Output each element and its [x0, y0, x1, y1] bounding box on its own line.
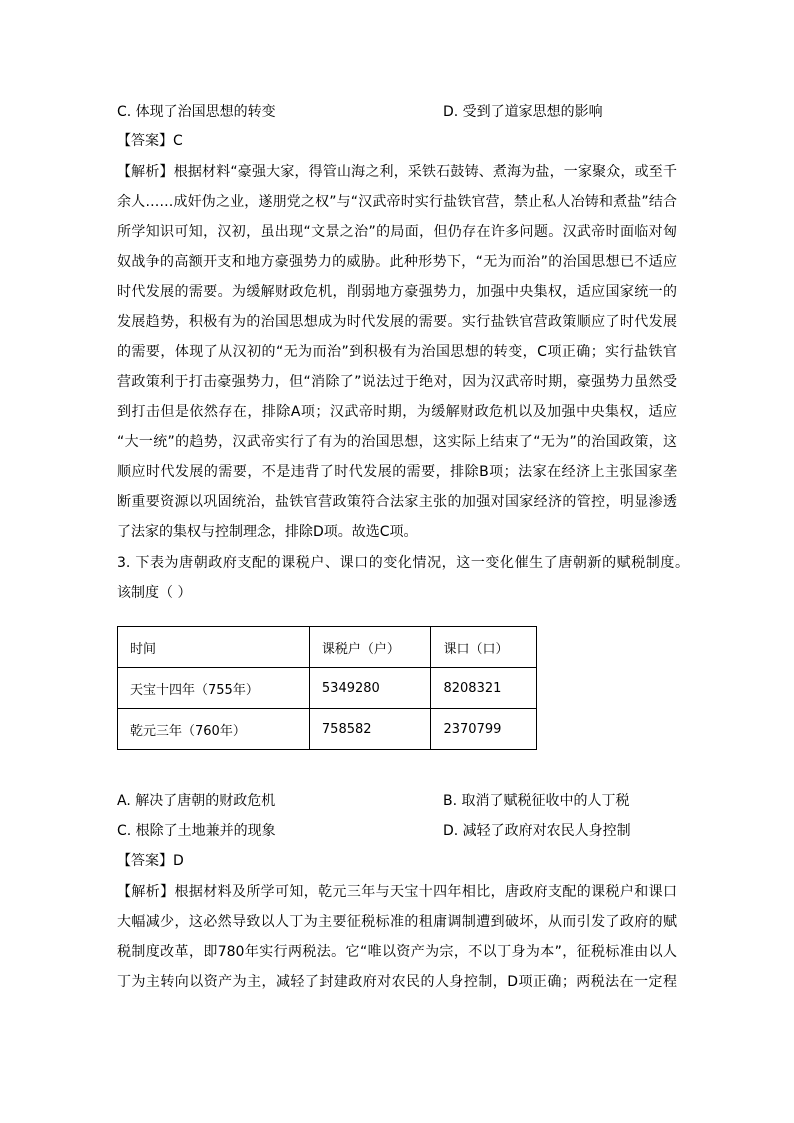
q2-analysis-line: 余人……成奸伪之业，遂朋党之权”与“汉武帝时实行盐铁官营，禁止私人冶铸和煮盐”结合 [117, 194, 677, 210]
q2-analysis-line: 发展趋势，积极有为的治国思想成为时代发展的需要。实行盐铁官营政策顺应了时代发展 [117, 314, 677, 330]
q3-stem: 3. 下表为唐朝政府支配的课税户、课口的变化情况，这一变化催生了唐朝新的赋税制度。 [117, 555, 689, 571]
q2-analysis-line: 断重要资源以巩固统治，盐铁官营政策符合法家主张的加强对国家经济的管控，明显渗透 [117, 494, 677, 510]
table-cell: 758582 [309, 709, 431, 750]
table-cell: 2370799 [431, 709, 537, 750]
table-row [118, 709, 537, 750]
q3-option-b: B. 取消了赋税征收中的人丁税 [443, 793, 630, 809]
table-row [118, 668, 537, 709]
q2-analysis-line: 顺应时代发展的需要，不是违背了时代发展的需要，排除B项；法家在经济上主张国家垄 [117, 464, 677, 480]
q2-analysis-line: 的需要，体现了从汉初的“无为而治”到积极有为治国思想的转变，C项正确；实行盐铁官 [117, 344, 677, 360]
q3-option-c: C. 根除了土地兼并的现象 [117, 823, 276, 839]
q2-answer: 【答案】C [117, 133, 183, 149]
q3-analysis-line: 大幅减少，这必然导致以人丁为主要征税标准的租庸调制遭到破坏，从而引发了政府的赋 [117, 914, 677, 930]
q2-analysis-line: 到打击但是依然存在，排除A项；汉武帝时期，为缓解财政危机以及加强中央集权，适应 [117, 404, 677, 420]
table-cell: 5349280 [309, 668, 431, 709]
q3-answer: 【答案】D [117, 853, 184, 869]
table-header-cell: 时间 [118, 627, 310, 668]
q2-option-d: D. 受到了道家思想的影响 [443, 104, 603, 120]
q3-option-d: D. 减轻了政府对农民人身控制 [443, 823, 631, 839]
q2-analysis-line: “大一统”的趋势，汉武帝实行了有为的治国思想，这实际上结束了“无为”的治国政策，这 [117, 434, 677, 450]
table-header-cell: 课口（口） [431, 627, 537, 668]
q2-analysis-line: 奴战争的高额开支和地方豪强势力的威胁。此种形势下，“无为而治”的治国思想已不适应 [117, 254, 677, 270]
table-cell: 天宝十四年（755年） [118, 668, 310, 709]
q3-analysis-line: 税制度改革，即780年实行两税法。它“唯以资产为宗，不以丁身为本”，征税标准由以人 [117, 944, 677, 960]
table-header-row [118, 627, 537, 668]
q3-analysis-line: 丁为主转向以资产为主，减轻了封建政府对农民的人身控制，D项正确；两税法在一定程 [117, 974, 677, 990]
q2-analysis-line: 了法家的集权与控制理念，排除D项。故选C项。 [117, 524, 418, 540]
q2-analysis-line: 营政策利于打击豪强势力，但“消除了”说法过于绝对，因为汉武帝时期，豪强势力虽然受 [117, 374, 677, 390]
q3-analysis-line: 【解析】根据材料及所学可知，乾元三年与天宝十四年相比，唐政府支配的课税户和课口 [117, 884, 677, 900]
q3-table [117, 626, 537, 750]
q2-analysis-line: 时代发展的需要。为缓解财政危机，削弱地方豪强势力，加强中央集权，适应国家统一的 [117, 284, 677, 300]
q2-analysis-line: 所学知识可知，汉初，虽出现“文景之治”的局面，但仍存在许多问题。汉武帝时面临对匈 [117, 224, 677, 240]
q2-analysis-line: 【解析】根据材料“豪强大家，得管山海之利，采铁石鼓铸、煮海为盐，一家聚众，或至千 [117, 164, 677, 180]
q3-option-a: A. 解决了唐朝的财政危机 [117, 793, 276, 809]
q3-stem: 该制度（ ） [117, 585, 192, 601]
table-cell: 乾元三年（760年） [118, 709, 310, 750]
table-cell: 8208321 [431, 668, 537, 709]
q2-option-c: C. 体现了治国思想的转变 [117, 104, 276, 120]
table-header-cell: 课税户（户） [309, 627, 431, 668]
